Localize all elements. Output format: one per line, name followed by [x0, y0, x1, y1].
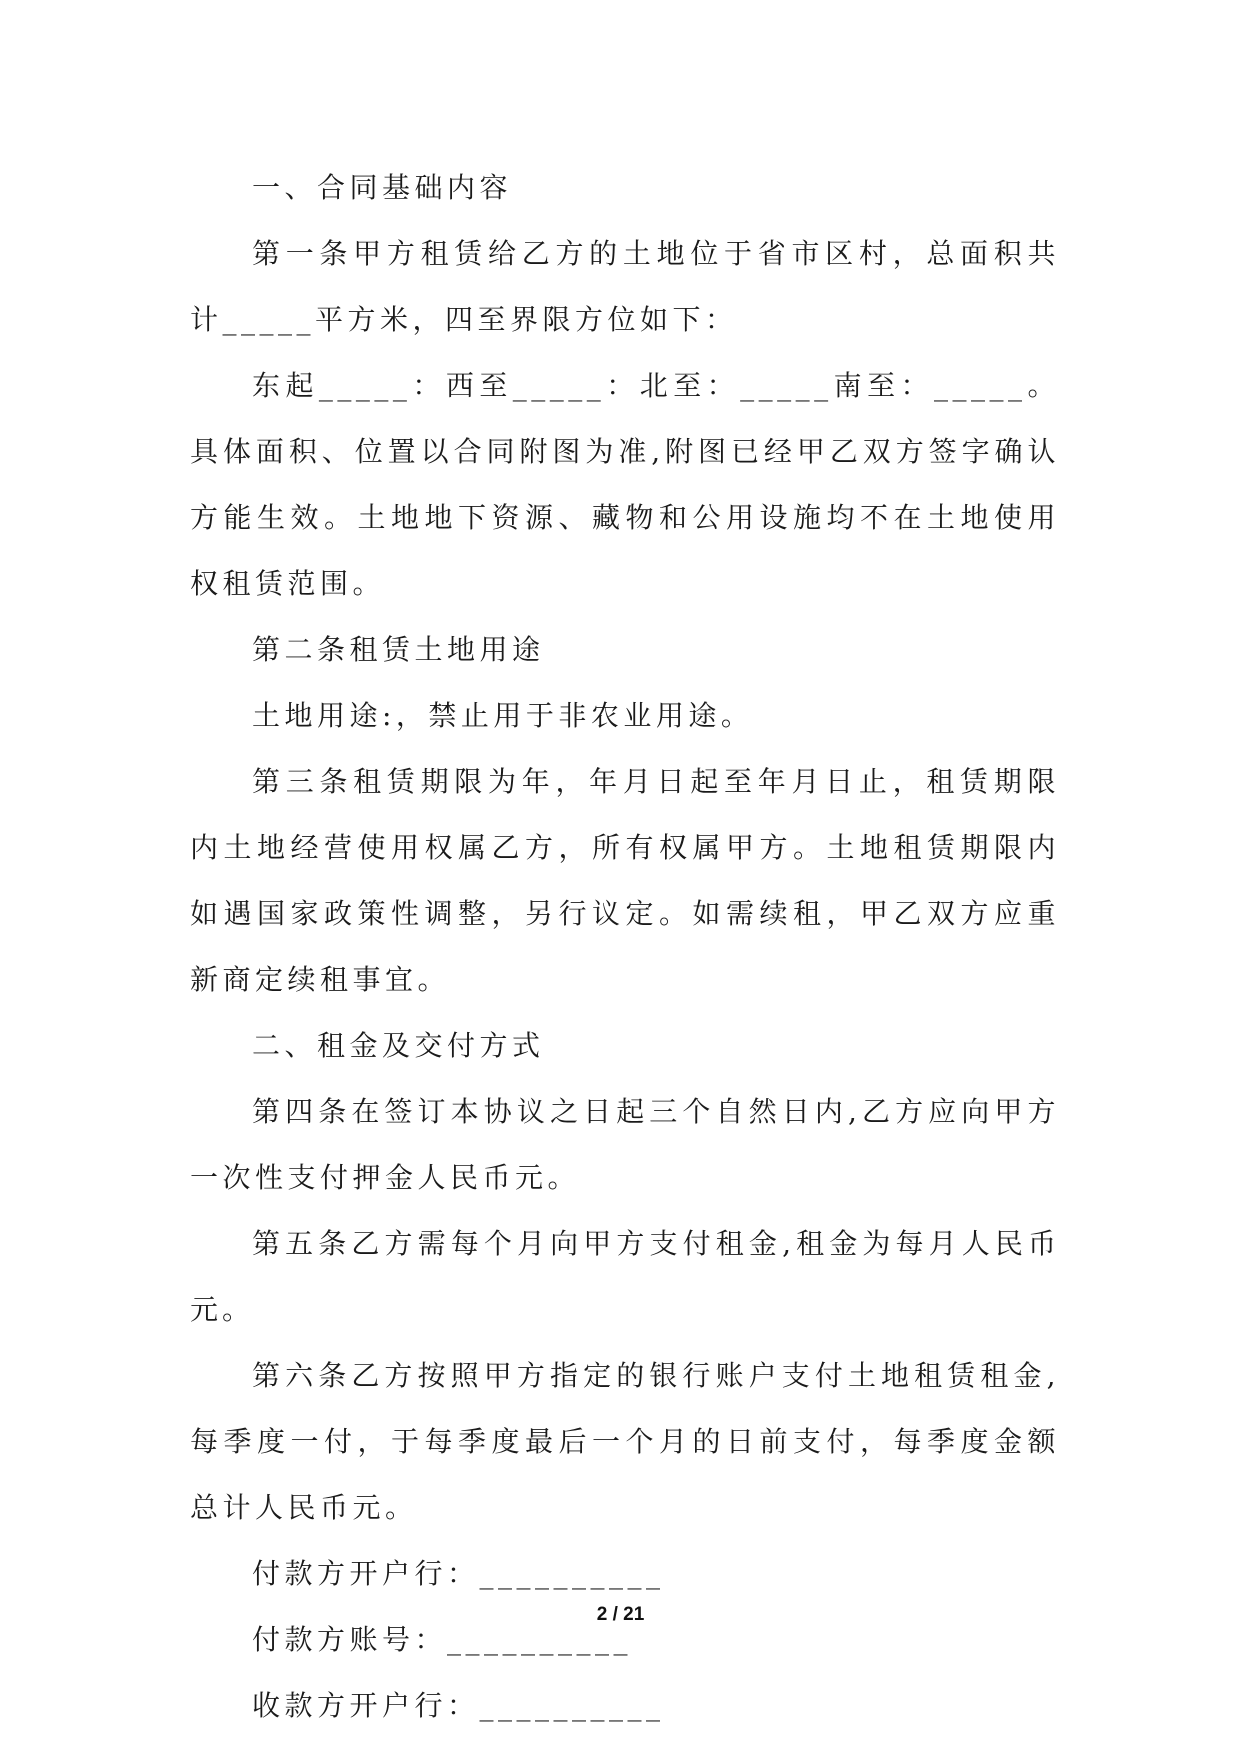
article-2-heading: 第二条租赁土地用途 [252, 633, 545, 666]
article-5-monthly-rent: 第五条乙方需每个月向甲方支付租金,租金为每月人民币元。 [190, 1227, 1060, 1326]
article-4-deposit: 第四条在签订本协议之日起三个自然日内,乙方应向甲方一次性支付押金人民币元。 [190, 1095, 1060, 1194]
document-body [190, 155, 1060, 1739]
payer-account-field: 付款方账号：__________ [252, 1623, 633, 1656]
section-heading-rent-payment: 二、租金及交付方式 [252, 1029, 545, 1062]
article-1-boundaries: 东起_____：西至_____：北至：_____南至：_____。具体面积、位置以合同附图为准,附图已经甲乙双方签字确认方能生效。土地地下资源、藏物和公用设施均不在土地使用权租赁范围。 [190, 369, 1060, 600]
article-2-land-use: 土地用途:，禁止用于非农业用途。 [252, 699, 754, 732]
article-6-quarterly-payment: 第六条乙方按照甲方指定的银行账户支付土地租赁租金,每季度一付，于每季度最后一个月的日前支付，每季度金额总计人民币元。 [190, 1359, 1060, 1524]
article-3-lease-term: 第三条租赁期限为年，年月日起至年月日止，租赁期限内土地经营使用权属乙方，所有权属甲方。土地租赁期限内如遇国家政策性调整，另行议定。如需续租，甲乙双方应重新商定续租事宜。 [190, 765, 1060, 996]
payer-bank-field: 付款方开户行：__________ [252, 1557, 665, 1590]
article-1-land-location: 第一条甲方租赁给乙方的土地位于省市区村，总面积共计_____平方米，四至界限方位如下： [190, 237, 1060, 336]
section-heading-basic-content: 一、合同基础内容 [252, 171, 513, 204]
payee-bank-field: 收款方开户行：__________ [252, 1689, 665, 1722]
page-number: 2 / 21 [596, 1604, 645, 1625]
